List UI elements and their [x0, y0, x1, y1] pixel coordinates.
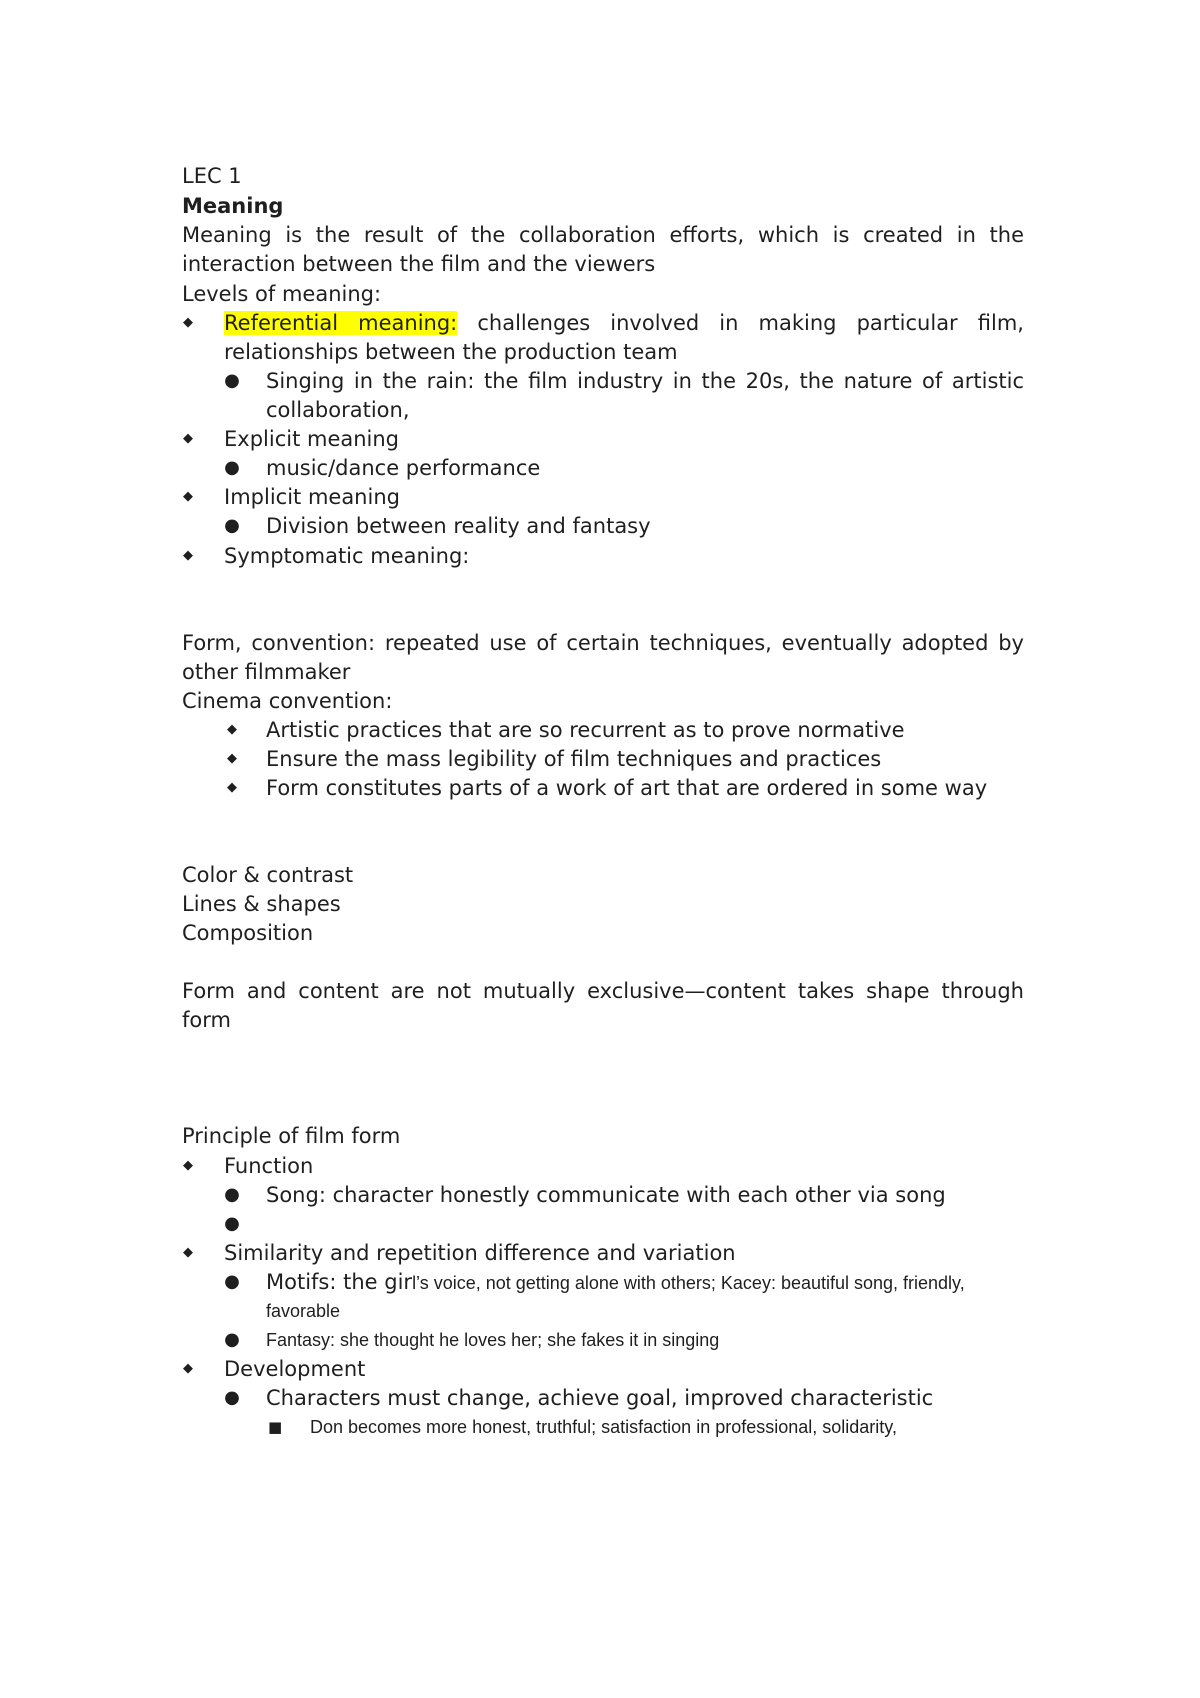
cinema-item-3: Form constitutes parts of a work of art that are ordered in some way	[266, 776, 988, 800]
diamond-bullet-icon: ◆	[227, 722, 237, 737]
diamond-bullet-icon: ◆	[183, 1158, 193, 1173]
dot-bullet-icon: ●	[224, 457, 240, 478]
dot-bullet-icon: ●	[224, 1329, 240, 1350]
explicit-meaning: Explicit meaning	[224, 427, 400, 451]
dot-bullet-icon: ●	[224, 1184, 240, 1205]
motifs-start: Motifs: the gir	[266, 1270, 413, 1294]
diamond-bullet-icon: ◆	[183, 431, 193, 446]
implicit-meaning: Implicit meaning	[224, 485, 400, 509]
referential-line-2: relationships between the production team	[224, 340, 678, 364]
diamond-bullet-icon: ◆	[183, 315, 193, 330]
motifs-line-2: favorable	[266, 1301, 341, 1321]
form-content-line-2: form	[182, 1008, 231, 1032]
cinema-item-1: Artistic practices that are so recurrent as to prove normative	[266, 718, 905, 742]
dot-bullet-icon: ●	[224, 1271, 240, 1292]
referential-line-1	[224, 307, 1024, 339]
diamond-bullet-icon: ◆	[183, 489, 193, 504]
referential-term-highlight: Referential meaning:	[224, 311, 458, 335]
dot-bullet-icon: ●	[224, 1213, 240, 1234]
form-convention-line-2: other filmmaker	[182, 660, 351, 684]
diamond-bullet-icon: ◆	[183, 548, 193, 563]
square-bullet-icon: ■	[268, 1418, 283, 1436]
function-sub: Song: character honestly communicate with each other via song	[266, 1183, 946, 1207]
meaning-definition-line-1: Meaning is the result of the collaboration efforts, which is created in the	[182, 223, 1024, 247]
composition: Composition	[182, 921, 314, 945]
development: Development	[224, 1357, 366, 1381]
development-sub: Characters must change, achieve goal, improved characteristic	[266, 1386, 934, 1410]
meaning-definition-line-2: interaction between the film and the viewers	[182, 252, 656, 276]
levels-heading: Levels of meaning:	[182, 282, 382, 306]
singing-line-1: Singing in the rain: the film industry in the 20s, the nature of artistic	[266, 369, 1024, 393]
form-convention-line-1: Form, convention: repeated use of certain techniques, eventually adopted by	[182, 631, 1024, 655]
implicit-sub: Division between reality and fantasy	[266, 514, 651, 538]
dot-bullet-icon: ●	[224, 370, 240, 391]
dot-bullet-icon: ●	[224, 1387, 240, 1408]
lines-shapes: Lines & shapes	[182, 892, 341, 916]
meaning-heading: Meaning	[182, 194, 284, 218]
lecture-label: LEC 1	[182, 164, 242, 188]
dot-bullet-icon: ●	[224, 515, 240, 536]
form-content-line-1: Form and content are not mutually exclusive—content takes shape through	[182, 979, 1024, 1003]
diamond-bullet-icon: ◆	[227, 751, 237, 766]
color-contrast: Color & contrast	[182, 863, 354, 887]
function: Function	[224, 1154, 314, 1178]
explicit-sub: music/dance performance	[266, 456, 541, 480]
don: Don becomes more honest, truthful; satisfaction in professional, solidarity,	[310, 1417, 897, 1437]
motifs-rest: l’s voice, not getting alone with others; Kacey: beautiful song, friendly,	[412, 1273, 965, 1293]
fantasy: Fantasy: she thought he loves her; she fakes it in singing	[266, 1330, 720, 1350]
cinema-item-2: Ensure the mass legibility of film techniques and practices	[266, 747, 882, 771]
cinema-convention-heading: Cinema convention:	[182, 689, 393, 713]
diamond-bullet-icon: ◆	[183, 1361, 193, 1376]
referential-description: challenges involved in making particular film,	[457, 311, 1024, 335]
similarity: Similarity and repetition difference and variation	[224, 1241, 736, 1265]
diamond-bullet-icon: ◆	[183, 1245, 193, 1260]
principle-heading: Principle of film form	[182, 1124, 401, 1148]
diamond-bullet-icon: ◆	[227, 780, 237, 795]
symptomatic-meaning: Symptomatic meaning:	[224, 544, 470, 568]
singing-line-2: collaboration,	[266, 398, 410, 422]
